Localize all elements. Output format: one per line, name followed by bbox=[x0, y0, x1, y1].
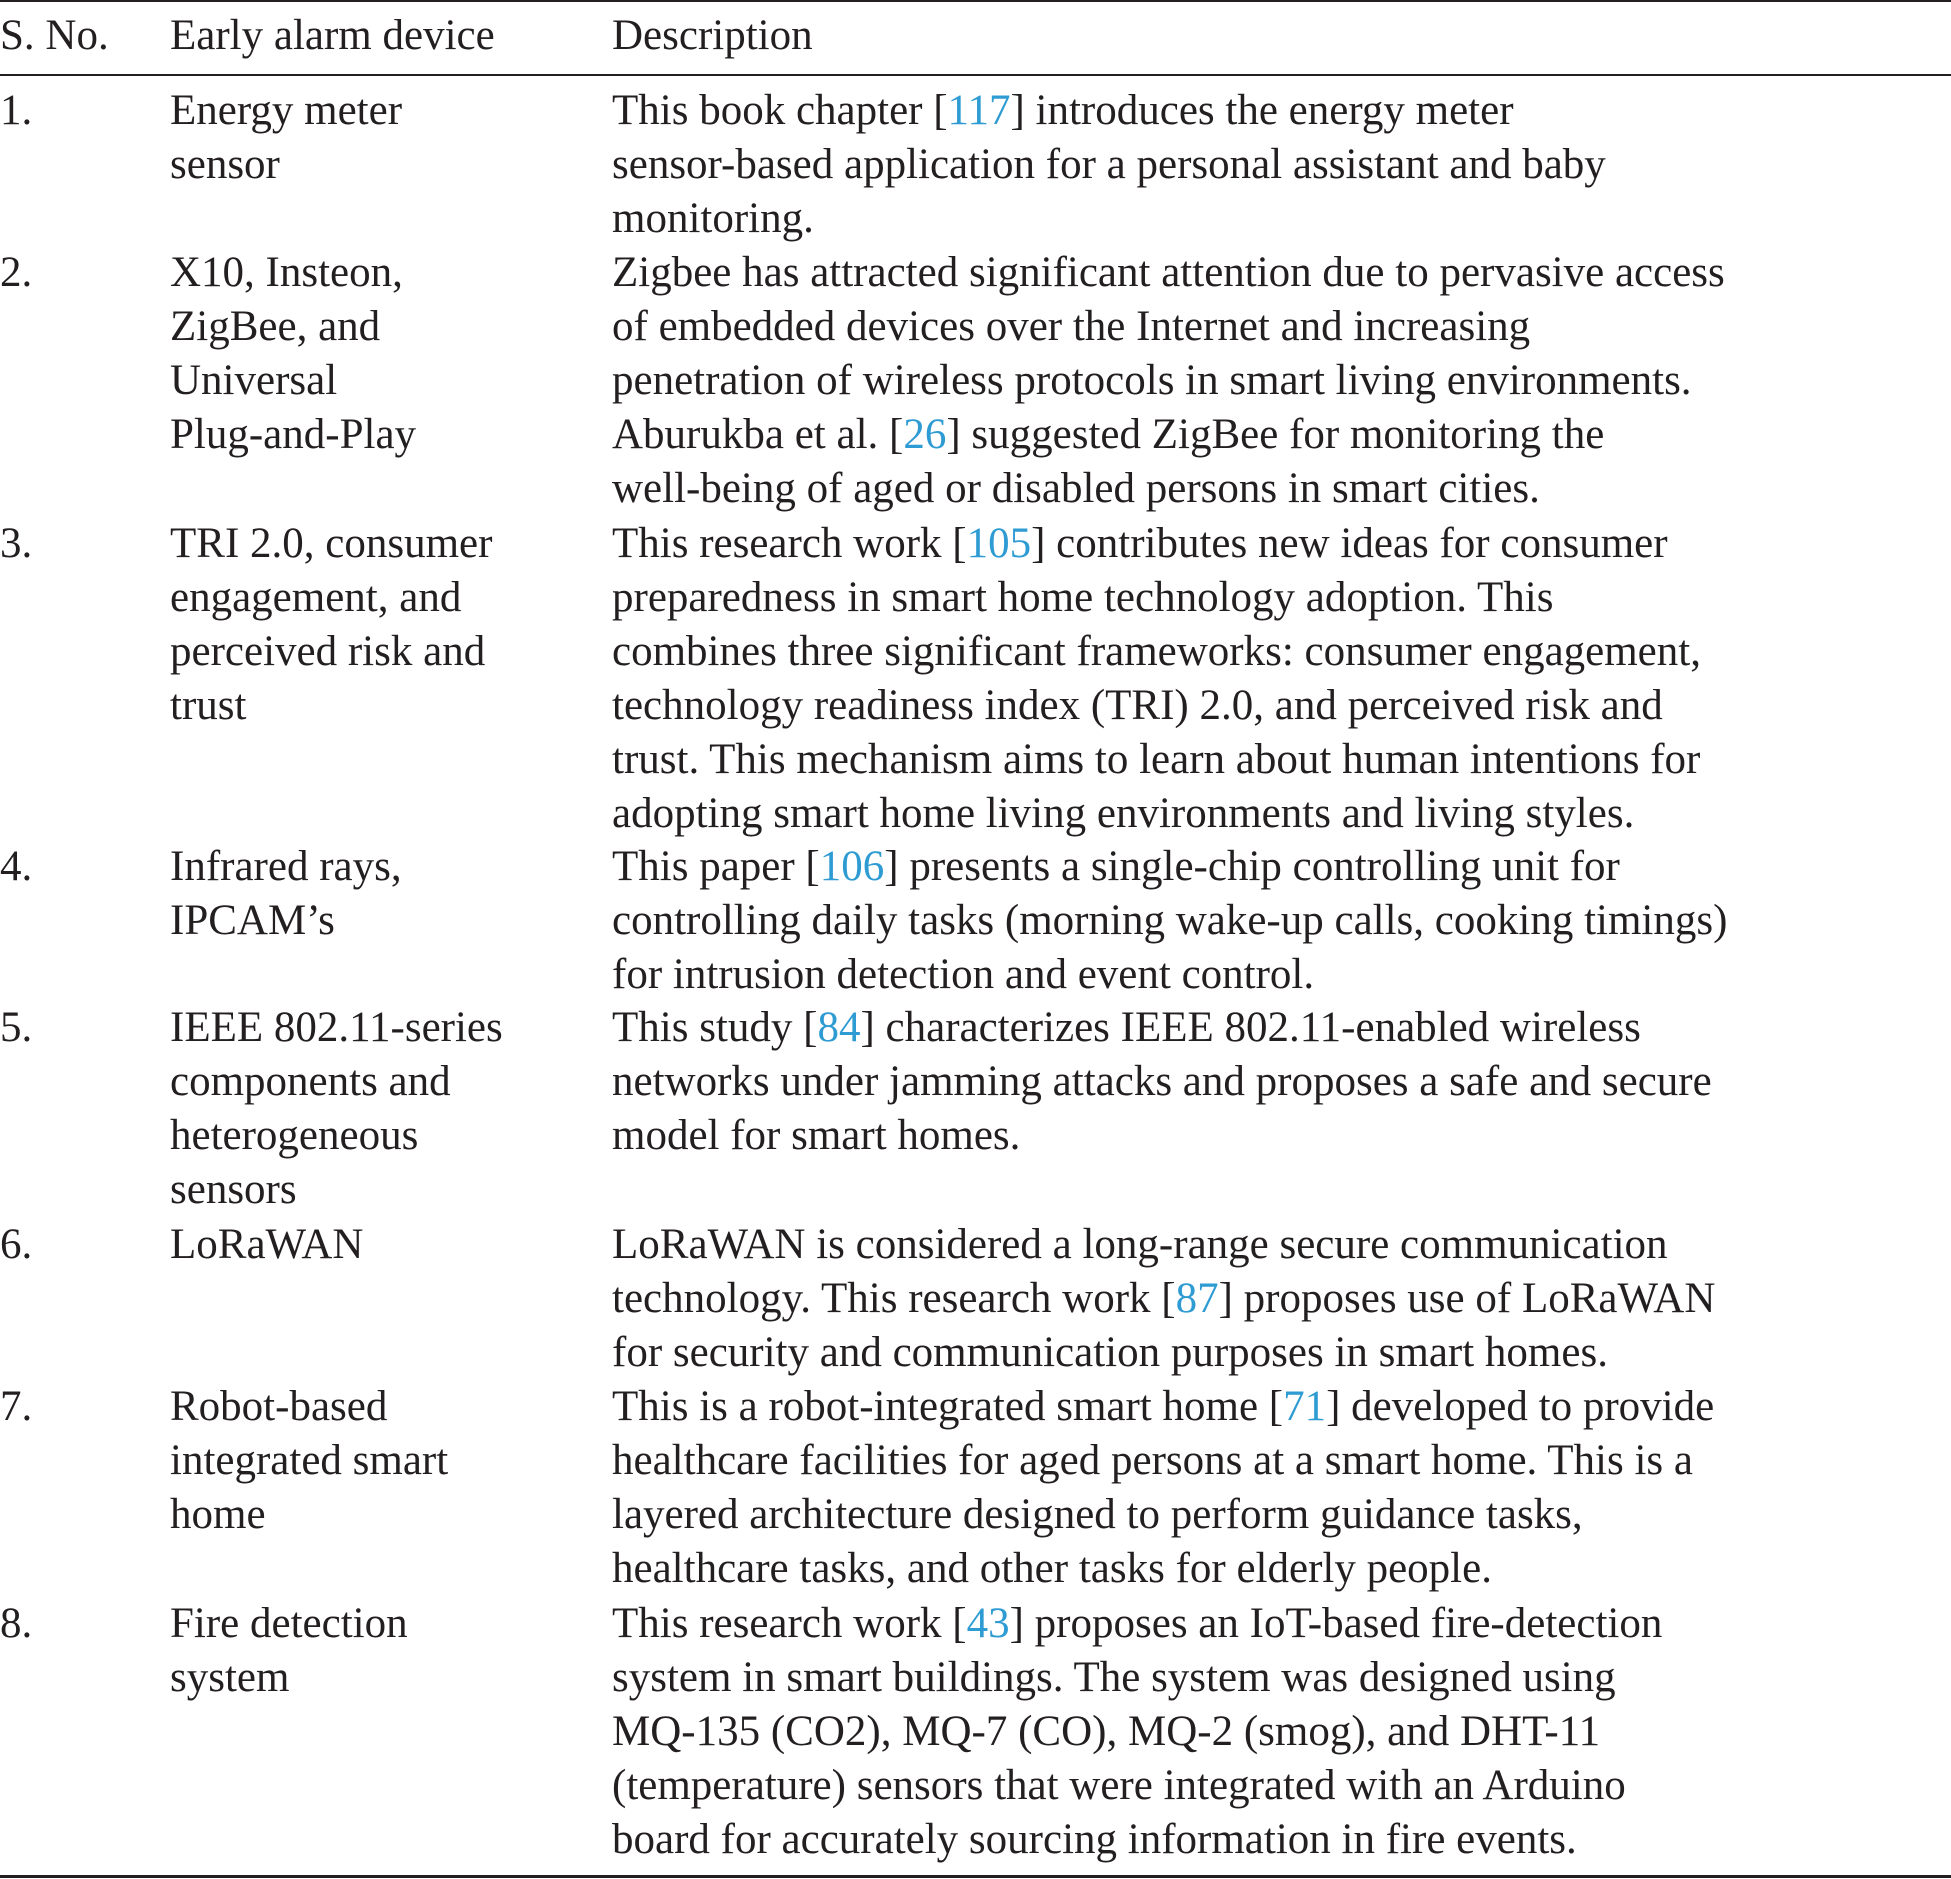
device-line: heterogeneous bbox=[170, 1112, 419, 1159]
description-text: board for accurately sourcing information in fire events. bbox=[612, 1816, 1577, 1863]
description-line bbox=[612, 733, 1701, 787]
description-line bbox=[612, 1813, 1662, 1867]
row-device bbox=[170, 84, 402, 192]
description-line bbox=[612, 679, 1701, 733]
description-line bbox=[612, 1272, 1715, 1326]
description-text: ] presents a single-chip controlling unit for bbox=[884, 843, 1620, 890]
row-sno: 1. bbox=[0, 87, 33, 134]
description-text: controlling daily tasks (morning wake-up calls, cooking timings) bbox=[612, 897, 1728, 944]
device-line: Infrared rays, bbox=[170, 843, 402, 890]
device-line: sensor bbox=[170, 141, 280, 188]
description-line bbox=[612, 408, 1725, 462]
description-text: technology readiness index (TRI) 2.0, and perceived risk and bbox=[612, 682, 1663, 729]
device-line: trust bbox=[170, 682, 247, 729]
row-device bbox=[170, 1001, 503, 1217]
description-text: sensor-based application for a personal assistant and baby bbox=[612, 141, 1606, 188]
description-line bbox=[612, 1488, 1714, 1542]
device-line: TRI 2.0, consumer bbox=[170, 520, 493, 567]
description-text: for intrusion detection and event control. bbox=[612, 951, 1315, 998]
description-text: model for smart homes. bbox=[612, 1112, 1021, 1159]
description-text: layered architecture designed to perform guidance tasks, bbox=[612, 1491, 1583, 1538]
device-line: LoRaWAN bbox=[170, 1221, 364, 1268]
description-line bbox=[612, 948, 1727, 1002]
device-line: home bbox=[170, 1491, 266, 1538]
description-text: networks under jamming attacks and proposes a safe and secure bbox=[612, 1058, 1712, 1105]
row-description bbox=[612, 840, 1727, 1002]
device-line: IPCAM’s bbox=[170, 897, 335, 944]
description-text: preparedness in smart home technology adoption. This bbox=[612, 574, 1554, 621]
row-sno: 6. bbox=[0, 1221, 33, 1268]
row-device bbox=[170, 1380, 448, 1542]
device-line: integrated smart bbox=[170, 1437, 449, 1484]
row-device bbox=[170, 1597, 408, 1705]
description-line bbox=[612, 1759, 1662, 1813]
header-sno: S. No. bbox=[0, 12, 109, 59]
description-line bbox=[612, 1326, 1715, 1380]
row-device bbox=[170, 840, 402, 948]
header-rule bbox=[0, 74, 1951, 76]
description-text: This research work [ bbox=[612, 520, 967, 567]
row-sno: 4. bbox=[0, 843, 33, 890]
description-line bbox=[612, 1055, 1712, 1109]
citation-link[interactable]: 84 bbox=[817, 1004, 861, 1051]
description-text: This paper [ bbox=[612, 843, 820, 890]
device-line: engagement, and bbox=[170, 574, 462, 621]
description-line bbox=[612, 246, 1725, 300]
row-description bbox=[612, 246, 1725, 516]
description-line bbox=[612, 1705, 1662, 1759]
citation-link[interactable]: 43 bbox=[966, 1600, 1010, 1647]
description-text: well-being of aged or disabled persons in smart cities. bbox=[612, 465, 1540, 512]
description-text: Zigbee has attracted significant attention due to pervasive access bbox=[612, 249, 1725, 296]
description-line bbox=[612, 517, 1701, 571]
description-text: healthcare tasks, and other tasks for elderly people. bbox=[612, 1545, 1492, 1592]
description-line bbox=[612, 1109, 1712, 1163]
row-device bbox=[170, 246, 416, 462]
table-top-rule bbox=[0, 0, 1951, 2]
description-text: This book chapter [ bbox=[612, 87, 948, 134]
description-line bbox=[612, 1001, 1712, 1055]
description-text: This is a robot-integrated smart home [ bbox=[612, 1383, 1284, 1430]
description-line bbox=[612, 1434, 1714, 1488]
device-line: Robot-based bbox=[170, 1383, 388, 1430]
row-description bbox=[612, 1380, 1714, 1596]
device-line: Energy meter bbox=[170, 87, 403, 134]
description-text: of embedded devices over the Internet and increasing bbox=[612, 303, 1531, 350]
description-line bbox=[612, 300, 1725, 354]
description-line bbox=[612, 840, 1727, 894]
citation-link[interactable]: 106 bbox=[819, 843, 885, 890]
description-line bbox=[612, 354, 1725, 408]
device-line: Fire detection bbox=[170, 1600, 408, 1647]
device-line: IEEE 802.11-series bbox=[170, 1004, 503, 1051]
device-line: system bbox=[170, 1654, 290, 1701]
row-description bbox=[612, 1001, 1712, 1163]
citation-link[interactable]: 26 bbox=[903, 411, 947, 458]
device-line: Plug-and-Play bbox=[170, 411, 417, 458]
description-line bbox=[612, 138, 1606, 192]
description-text: for security and communication purposes in smart homes. bbox=[612, 1329, 1608, 1376]
citation-link[interactable]: 117 bbox=[947, 87, 1011, 134]
header-description: Description bbox=[612, 12, 813, 59]
row-description bbox=[612, 84, 1606, 246]
description-text: ] proposes use of LoRaWAN bbox=[1218, 1275, 1716, 1322]
description-text: This study [ bbox=[612, 1004, 818, 1051]
description-line bbox=[612, 894, 1727, 948]
device-line: sensors bbox=[170, 1166, 297, 1213]
row-sno: 3. bbox=[0, 520, 33, 567]
description-text: combines three significant frameworks: consumer engagement, bbox=[612, 628, 1701, 675]
description-text: adopting smart home living environments and living styles. bbox=[612, 790, 1635, 837]
row-device bbox=[170, 517, 492, 733]
description-text: monitoring. bbox=[612, 195, 814, 242]
description-line bbox=[612, 1380, 1714, 1434]
row-sno: 5. bbox=[0, 1004, 33, 1051]
device-line: components and bbox=[170, 1058, 451, 1105]
description-text: trust. This mechanism aims to learn about human intentions for bbox=[612, 736, 1701, 783]
header-device: Early alarm device bbox=[170, 12, 495, 59]
citation-link[interactable]: 71 bbox=[1283, 1383, 1327, 1430]
row-device bbox=[170, 1218, 363, 1272]
description-line bbox=[612, 1651, 1662, 1705]
description-text: ] suggested ZigBee for monitoring the bbox=[946, 411, 1605, 458]
description-line bbox=[612, 625, 1701, 679]
row-sno: 8. bbox=[0, 1600, 33, 1647]
citation-link[interactable]: 87 bbox=[1175, 1275, 1219, 1322]
row-description bbox=[612, 517, 1701, 841]
description-text: ] introduces the energy meter bbox=[1010, 87, 1514, 134]
description-text: healthcare facilities for aged persons at a smart home. This is a bbox=[612, 1437, 1693, 1484]
description-text: penetration of wireless protocols in smart living environments. bbox=[612, 357, 1692, 404]
description-line bbox=[612, 1542, 1714, 1596]
description-line bbox=[612, 787, 1701, 841]
device-line: X10, Insteon, bbox=[170, 249, 403, 296]
table-bottom-rule bbox=[0, 1875, 1951, 1878]
description-text: ] proposes an IoT-based fire-detection bbox=[1009, 1600, 1663, 1647]
description-text: MQ-135 (CO2), MQ-7 (CO), MQ-2 (smog), and DHT-11 bbox=[612, 1708, 1601, 1755]
description-line bbox=[612, 462, 1725, 516]
citation-link[interactable]: 105 bbox=[966, 520, 1032, 567]
row-description bbox=[612, 1597, 1662, 1867]
description-text: ] contributes new ideas for consumer bbox=[1031, 520, 1668, 567]
description-line bbox=[612, 1597, 1662, 1651]
description-text: Aburukba et al. [ bbox=[612, 411, 904, 458]
description-line bbox=[612, 84, 1606, 138]
description-line bbox=[612, 192, 1606, 246]
description-text: ] developed to provide bbox=[1326, 1383, 1715, 1430]
description-line bbox=[612, 1218, 1715, 1272]
row-sno: 2. bbox=[0, 249, 33, 296]
device-line: Universal bbox=[170, 357, 338, 404]
row-sno: 7. bbox=[0, 1383, 33, 1430]
device-line: perceived risk and bbox=[170, 628, 486, 675]
device-line: ZigBee, and bbox=[170, 303, 381, 350]
description-text: ] characterizes IEEE 802.11-enabled wireless bbox=[860, 1004, 1641, 1051]
description-text: technology. This research work [ bbox=[612, 1275, 1176, 1322]
row-description bbox=[612, 1218, 1715, 1380]
description-text: LoRaWAN is considered a long-range secure communication bbox=[612, 1221, 1668, 1268]
description-text: system in smart buildings. The system was designed using bbox=[612, 1654, 1616, 1701]
description-text: (temperature) sensors that were integrated with an Arduino bbox=[612, 1762, 1626, 1809]
description-line bbox=[612, 571, 1701, 625]
description-text: This research work [ bbox=[612, 1600, 967, 1647]
